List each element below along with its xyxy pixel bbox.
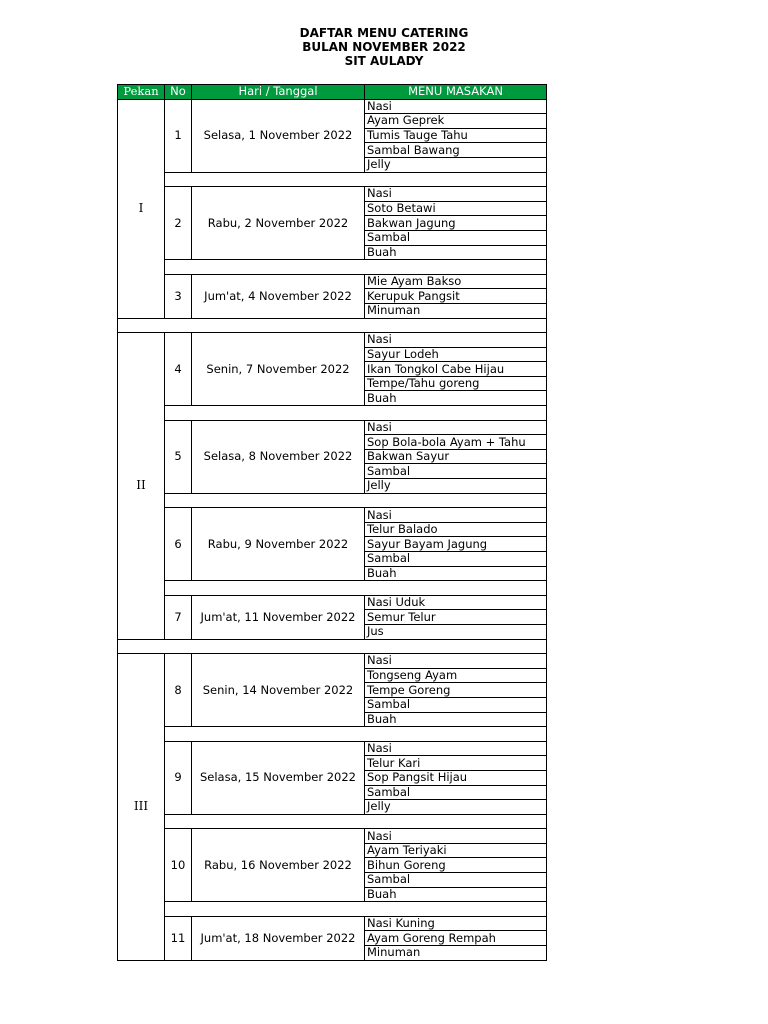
day-number: 2: [165, 187, 192, 260]
menu-item: Buah: [365, 391, 547, 406]
table-row: [118, 99, 547, 114]
table-row: [118, 333, 547, 348]
day-number: 4: [165, 333, 192, 406]
week-label: III: [118, 654, 165, 960]
day-date: Selasa, 15 November 2022: [192, 741, 365, 814]
day-number: 11: [165, 916, 192, 960]
menu-item: Buah: [365, 712, 547, 727]
menu-item: Nasi: [365, 99, 547, 114]
day-number: 9: [165, 741, 192, 814]
week-separator-row: [118, 318, 547, 333]
menu-item: Bihun Goreng: [365, 858, 547, 873]
week-label: I: [118, 99, 165, 318]
menu-item: Minuman: [365, 946, 547, 961]
menu-item: Bakwan Sayur: [365, 449, 547, 464]
week-separator-cell: [118, 318, 547, 333]
day-date: Senin, 7 November 2022: [192, 333, 365, 406]
menu-item: Ayam Teriyaki: [365, 843, 547, 858]
menu-item: Ayam Goreng Rempah: [365, 931, 547, 946]
menu-item: Buah: [365, 566, 547, 581]
day-number: 5: [165, 420, 192, 493]
week-separator-row: [118, 639, 547, 654]
document-subtitle-month: BULAN NOVEMBER 2022: [302, 40, 466, 54]
day-date: Jum'at, 18 November 2022: [192, 916, 365, 960]
menu-item: Tempe Goreng: [365, 683, 547, 698]
day-number: 8: [165, 654, 192, 727]
table-row: [118, 654, 547, 669]
spacer-row: [118, 172, 547, 187]
column-header-menu-masakan: MENU MASAKAN: [365, 85, 547, 100]
menu-item: Tongseng Ayam: [365, 668, 547, 683]
document-title: DAFTAR MENU CATERING: [299, 26, 469, 40]
day-number: 6: [165, 508, 192, 581]
menu-item: Jelly: [365, 479, 547, 494]
menu-item: Sambal: [365, 230, 547, 245]
menu-item: Sayur Lodeh: [365, 347, 547, 362]
menu-item: Nasi: [365, 829, 547, 844]
menu-item: Telur Balado: [365, 522, 547, 537]
day-date: Selasa, 1 November 2022: [192, 99, 365, 172]
menu-item: Sop Bola-bola Ayam + Tahu: [365, 435, 547, 450]
menu-item: Buah: [365, 887, 547, 902]
table-row: [118, 187, 547, 202]
spacer-cell: [165, 581, 547, 596]
table-row: [118, 508, 547, 523]
menu-item: Buah: [365, 245, 547, 260]
menu-item: Sambal Bawang: [365, 143, 547, 158]
menu-item: Jelly: [365, 800, 547, 815]
day-number: 7: [165, 595, 192, 639]
day-number: 10: [165, 829, 192, 902]
day-number: 3: [165, 274, 192, 318]
menu-item: Tempe/Tahu goreng: [365, 376, 547, 391]
day-date: Rabu, 16 November 2022: [192, 829, 365, 902]
day-date: Rabu, 2 November 2022: [192, 187, 365, 260]
menu-item: Nasi: [365, 187, 547, 202]
table-row: [118, 274, 547, 289]
week-separator-cell: [118, 639, 547, 654]
table-row: [118, 420, 547, 435]
week-label: II: [118, 333, 165, 639]
menu-item: Semur Telur: [365, 610, 547, 625]
menu-item: Mie Ayam Bakso: [365, 274, 547, 289]
menu-item: Kerupuk Pangsit: [365, 289, 547, 304]
menu-item: Ayam Geprek: [365, 114, 547, 129]
menu-item: Ikan Tongkol Cabe Hijau: [365, 362, 547, 377]
spacer-cell: [165, 727, 547, 742]
day-date: Senin, 14 November 2022: [192, 654, 365, 727]
spacer-row: [118, 902, 547, 917]
spacer-row: [118, 581, 547, 596]
spacer-row: [118, 406, 547, 421]
menu-item: Nasi: [365, 420, 547, 435]
spacer-cell: [165, 406, 547, 421]
menu-table: [117, 84, 547, 961]
spacer-row: [118, 260, 547, 275]
table-row: [118, 595, 547, 610]
spacer-row: [118, 727, 547, 742]
day-date: Jum'at, 11 November 2022: [192, 595, 365, 639]
menu-item: Tumis Tauge Tahu: [365, 128, 547, 143]
menu-item: Sayur Bayam Jagung: [365, 537, 547, 552]
day-date: Jum'at, 4 November 2022: [192, 274, 365, 318]
column-header-pekan: Pekan: [118, 85, 165, 100]
menu-item: Minuman: [365, 303, 547, 318]
table-row: [118, 741, 547, 756]
menu-item: Sambal: [365, 464, 547, 479]
menu-item: Nasi: [365, 333, 547, 348]
menu-item: Soto Betawi: [365, 201, 547, 216]
menu-item: Sambal: [365, 697, 547, 712]
spacer-cell: [165, 172, 547, 187]
table-row: [118, 916, 547, 931]
menu-item: Sop Pangsit Hijau: [365, 770, 547, 785]
menu-item: Nasi: [365, 654, 547, 669]
menu-item: Nasi Uduk: [365, 595, 547, 610]
spacer-cell: [165, 814, 547, 829]
table-header-row: [118, 85, 547, 100]
table-row: [118, 829, 547, 844]
menu-item: Bakwan Jagung: [365, 216, 547, 231]
column-header-hari-tanggal: Hari / Tanggal: [192, 85, 365, 100]
menu-item: Sambal: [365, 552, 547, 567]
spacer-cell: [165, 902, 547, 917]
spacer-cell: [165, 493, 547, 508]
column-header-no: No: [165, 85, 192, 100]
menu-item: Jus: [365, 624, 547, 639]
day-number: 1: [165, 99, 192, 172]
spacer-cell: [165, 260, 547, 275]
menu-item: Sambal: [365, 785, 547, 800]
menu-item: Nasi Kuning: [365, 916, 547, 931]
menu-item: Jelly: [365, 157, 547, 172]
spacer-row: [118, 493, 547, 508]
menu-item: Sambal: [365, 873, 547, 888]
spacer-row: [118, 814, 547, 829]
menu-item: Nasi: [365, 508, 547, 523]
menu-item: Telur Kari: [365, 756, 547, 771]
day-date: Rabu, 9 November 2022: [192, 508, 365, 581]
day-date: Selasa, 8 November 2022: [192, 420, 365, 493]
document-subtitle-school: SIT AULADY: [344, 54, 424, 68]
menu-item: Nasi: [365, 741, 547, 756]
